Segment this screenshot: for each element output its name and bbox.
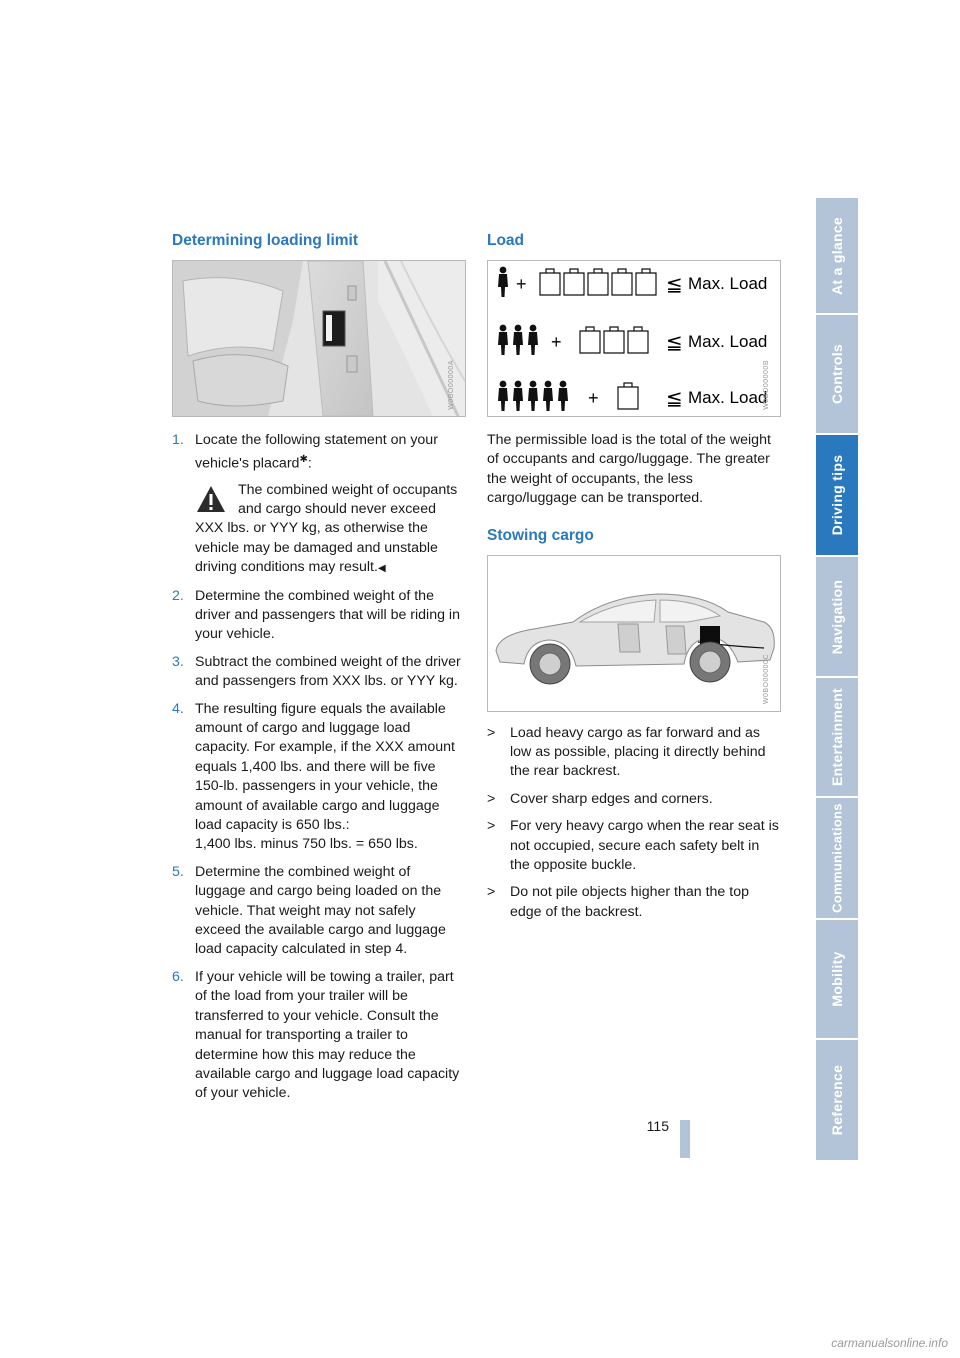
step-number: 4.	[172, 700, 184, 717]
figure-code: W0BO00000A	[447, 360, 455, 410]
list-item	[172, 587, 464, 645]
step-number: 3.	[172, 653, 184, 670]
figure-code: W0BO00000B	[762, 360, 770, 410]
tab-entertainment[interactable]: Entertainment	[816, 678, 858, 798]
loading-steps-list	[172, 431, 464, 1104]
end-of-warning-icon: ◀	[377, 563, 386, 575]
right-column	[487, 230, 780, 930]
step-text: Locate the following statement on your vehicle's placard	[195, 432, 438, 473]
list-item	[172, 968, 464, 1104]
watermark: carmanualsonline.info	[831, 1336, 948, 1350]
plus-sign: +	[516, 274, 527, 294]
less-equal-sign: ≦	[666, 272, 683, 296]
chapter-sidebar	[816, 198, 858, 1160]
max-load-label: Max. Load	[688, 332, 768, 351]
step-number: 5.	[172, 863, 184, 880]
asterisk-icon: ✱	[299, 454, 308, 466]
car-cargo-figure	[487, 555, 781, 712]
bullet-mark: >	[487, 790, 496, 807]
list-item	[487, 724, 780, 782]
stowing-bullets-list	[487, 724, 780, 923]
tab-communications[interactable]: Communications	[816, 798, 858, 920]
step-number: 1.	[172, 432, 184, 448]
list-item	[172, 700, 464, 855]
bullet-text: Load heavy cargo as far forward and as low as possible, placing it directly behind the rear backrest.	[510, 724, 766, 780]
bullet-text: For very heavy cargo when the rear seat is not occupied, secure each safety belt in the opposite buckle.	[510, 818, 779, 874]
tab-controls[interactable]: Controls	[816, 315, 858, 435]
step-calculation: 1,400 lbs. minus 750 lbs. = 650 lbs.	[195, 836, 418, 853]
bullet-mark: >	[487, 818, 496, 835]
less-equal-sign: ≦	[666, 386, 683, 410]
list-item	[172, 653, 464, 692]
max-load-label: Max. Load	[688, 274, 768, 293]
warning-block	[195, 481, 464, 579]
warning-text: The combined weight of occupants and cargo should never exceed XXX lbs. or YYY kg, as otherwise the vehicle may be damaged and unstable driving conditions may result.	[195, 481, 458, 576]
bullet-mark: >	[487, 724, 496, 741]
load-diagram-figure	[487, 260, 781, 417]
warning-icon	[196, 485, 226, 513]
heading-stowing-cargo: Stowing cargo	[487, 526, 594, 544]
tab-driving-tips[interactable]: Driving tips	[816, 435, 858, 557]
bullet-text: Do not pile objects higher than the top edge of the backrest.	[510, 884, 749, 920]
step-number: 6.	[172, 968, 184, 985]
page-number: 115	[646, 1118, 669, 1134]
load-paragraph: The permissible load is the total of the weight of occupants and cargo/luggage. The greater the weight of occupants, the less cargo/luggage can be transported.	[487, 432, 771, 507]
left-column	[172, 230, 464, 1112]
heading-determining-loading-limit: Determining loading limit	[172, 232, 359, 249]
figure-code: W0BO00000C	[762, 654, 770, 705]
tab-navigation[interactable]: Navigation	[816, 557, 858, 678]
tab-at-a-glance[interactable]: At a glance	[816, 198, 858, 315]
step-text: Determine the combined weight of the driver and passengers that will be riding in your vehicle.	[195, 587, 460, 643]
less-equal-sign: ≦	[666, 330, 683, 354]
plus-sign: +	[551, 332, 562, 352]
bullet-text: Cover sharp edges and corners.	[510, 790, 713, 807]
list-item	[487, 883, 780, 922]
plus-sign: +	[588, 388, 599, 408]
step-text: Determine the combined weight of luggage and cargo being loaded on the vehicle. That weight may not safely exceed the available cargo and luggage load capacity calculated in step 4.	[195, 863, 446, 958]
load-diagram	[488, 261, 780, 416]
list-item	[487, 790, 780, 809]
step-text: If your vehicle will be towing a trailer, part of the load from your trailer will be transferred to your vehicle. Consult the manual for transporting a trailer to determine how this may reduce the available cargo and luggage load capacity of your vehicle.	[195, 968, 460, 1102]
step-text: The resulting figure equals the available amount of cargo and luggage load capacity. For example, if the XXX amount equals 1,400 lbs. and there will be five 150-lb. passengers in your vehicle, the amount of available cargo and luggage load capacity is 650 lbs.:	[195, 700, 455, 834]
tab-reference[interactable]: Reference	[829, 1064, 845, 1136]
step-text: Subtract the combined weight of the driver and passengers from XXX lbs. or YYY kg.	[195, 653, 461, 690]
list-item	[487, 817, 780, 875]
heading-load: Load	[487, 232, 525, 249]
tab-mobility[interactable]: Mobility	[816, 920, 858, 1040]
door-pillar-illustration	[173, 261, 465, 416]
step-colon: :	[307, 456, 312, 473]
car-cutaway-illustration	[488, 556, 780, 711]
list-item	[172, 431, 464, 579]
door-placard-figure	[172, 260, 466, 417]
step-number: 2.	[172, 587, 184, 604]
bullet-mark: >	[487, 884, 496, 901]
list-item	[172, 863, 464, 960]
max-load-label: Max. Load	[688, 388, 768, 407]
page-number-bar	[680, 1120, 690, 1158]
